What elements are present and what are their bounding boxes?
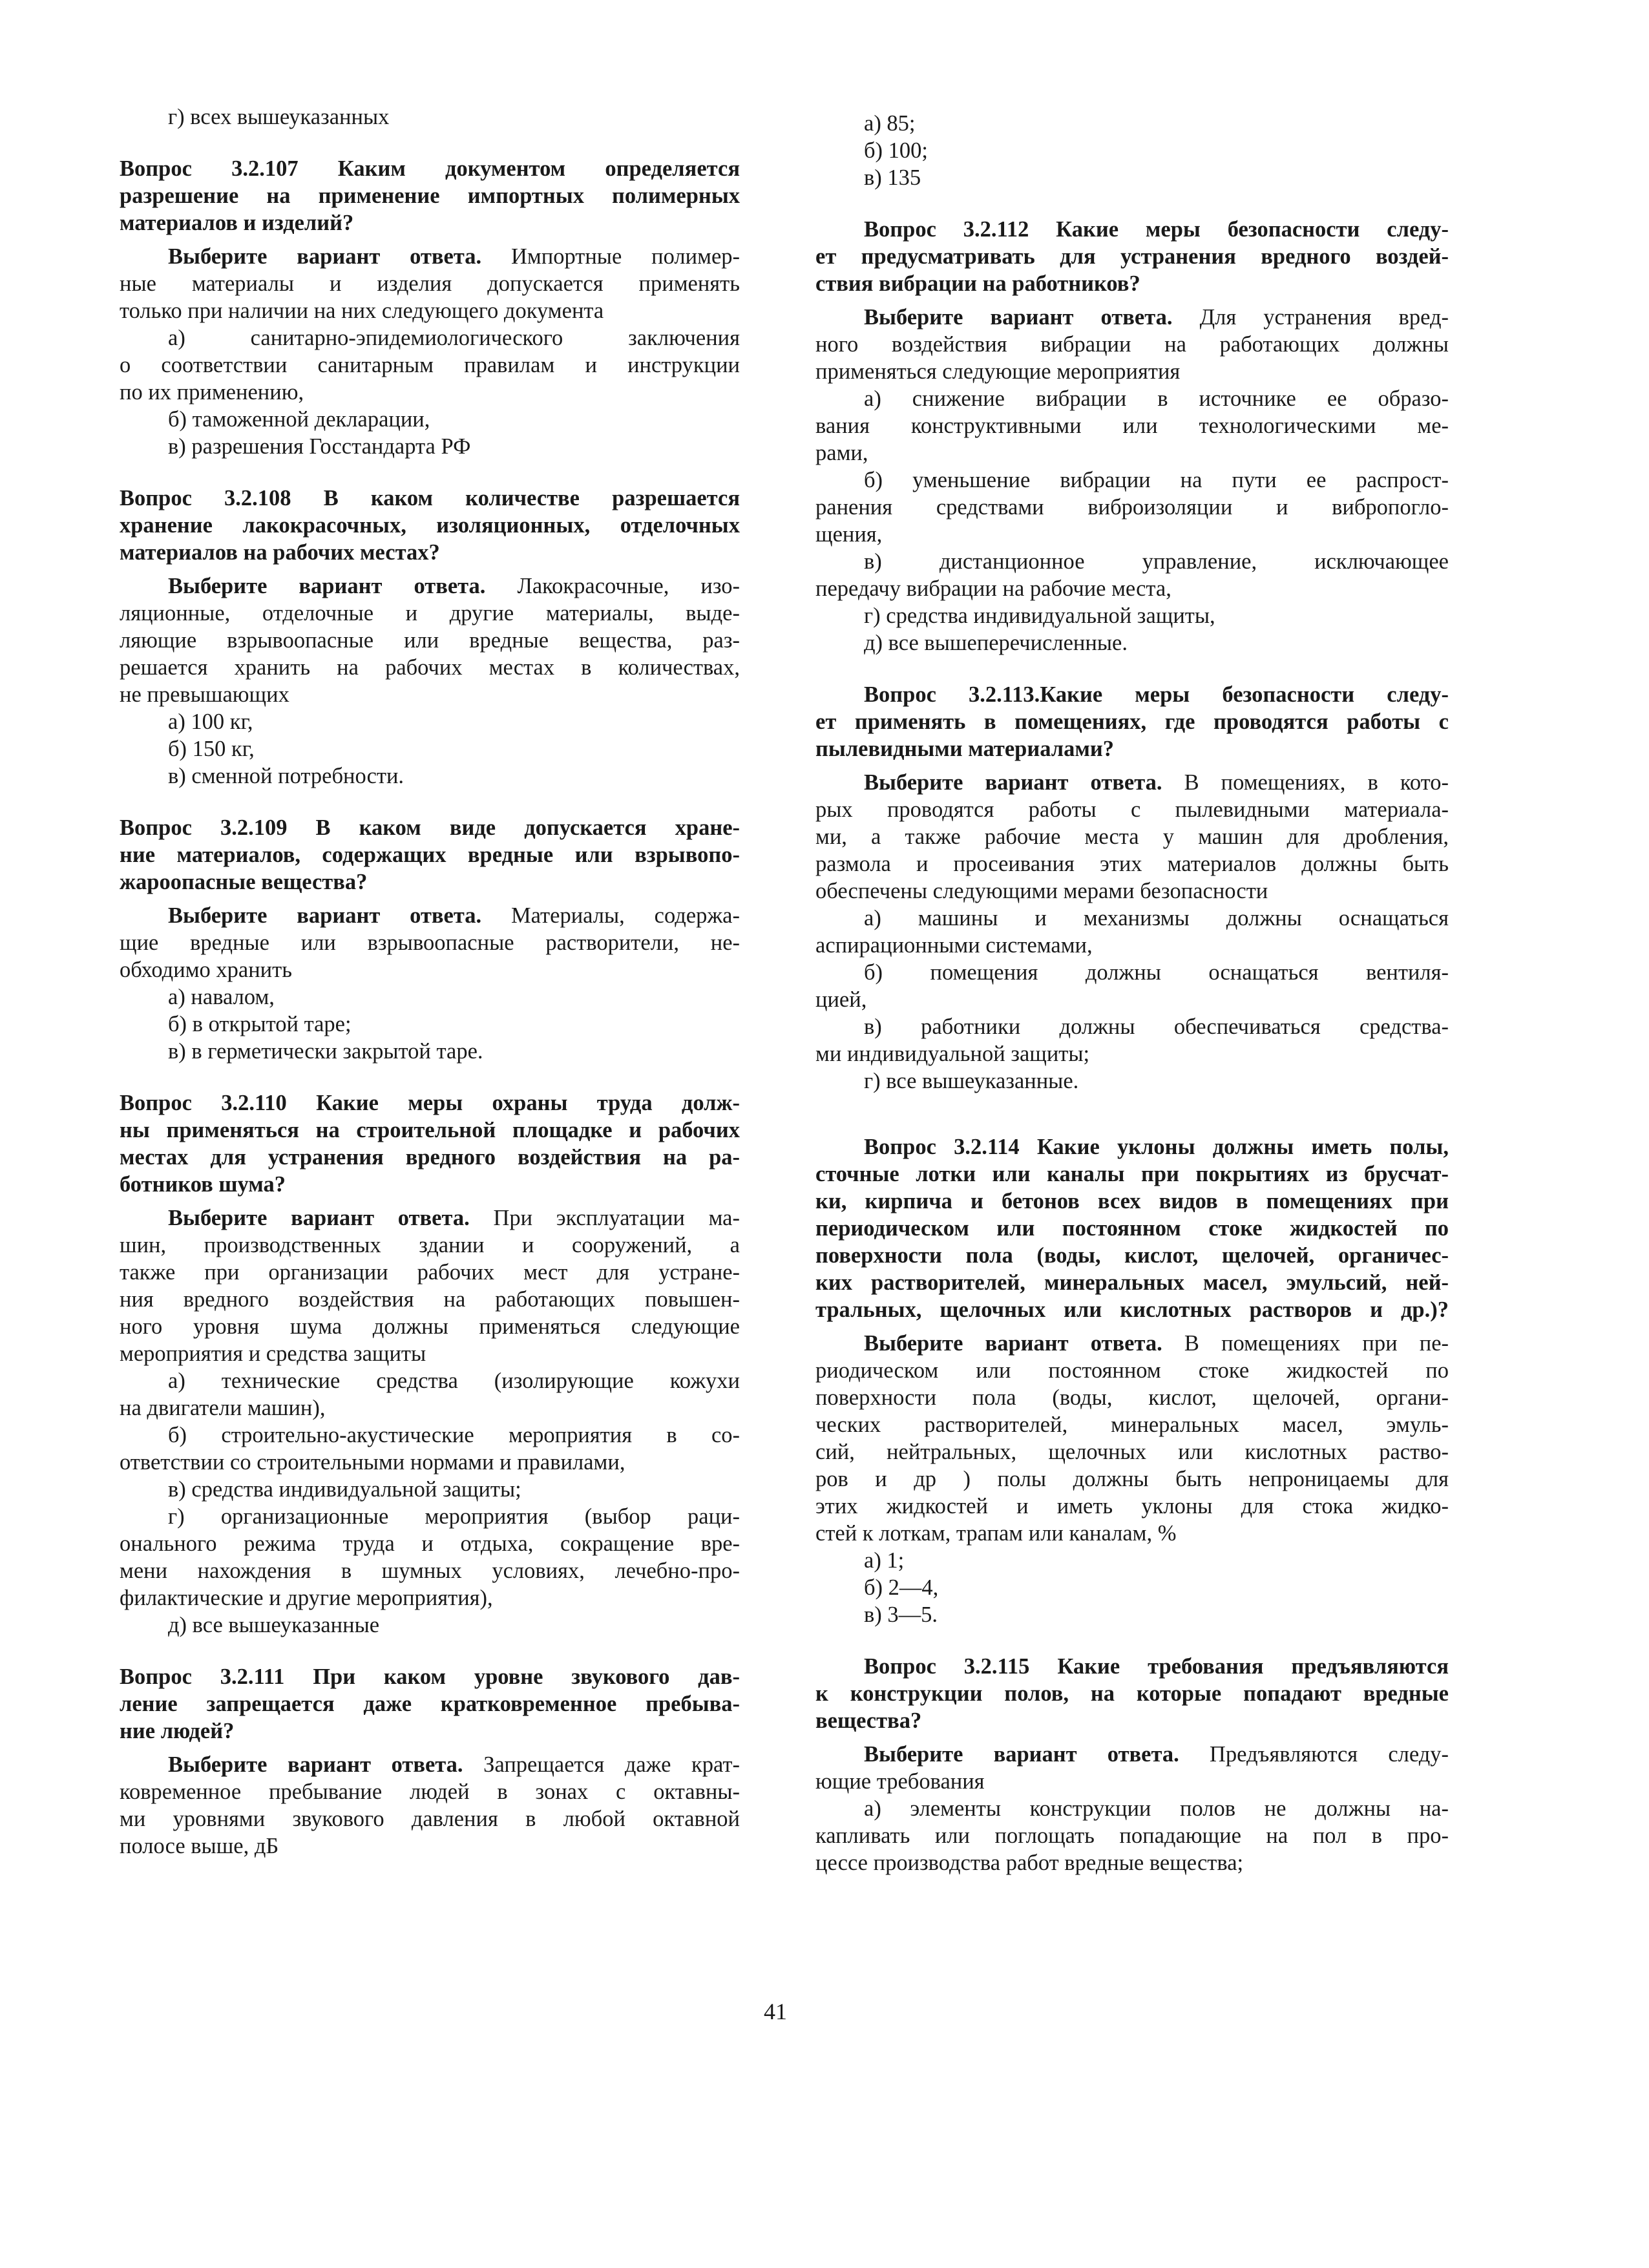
answer-option: б) помещения должны оснащаться вентиля- [864,960,1449,985]
answer-option: а) навалом, [168,985,275,1009]
answer-option: о соответствии санитарным правилам и инструкции [120,353,740,377]
answer-intro: риодическом или постоянном стоке жидкостей по [815,1358,1449,1383]
answer-option: б) уменьшение вибрации на пути ее распрост- [864,468,1449,492]
question-112 [815,216,1449,656]
answer-option: б) 100; [864,138,929,163]
answer-option: ми индивидуальной защиты; [815,1042,1090,1066]
answer-intro: этих жидкостей и иметь уклоны для стока жидко- [815,1494,1449,1518]
answer-intro: Выберите вариант ответа. Лакокрасочные, изо- [168,574,740,598]
answer-intro: ния вредного воздействия на работающих повышен- [120,1287,740,1312]
right-column [815,110,1449,1876]
answer-intro: поверхности пола (воды, кислот, щелочей, органи- [815,1385,1449,1410]
answer-option: капливать или поглощать попадающие на пол в про- [815,1823,1449,1848]
question-title: ны применяться на строительной площадке и рабочих [120,1118,740,1142]
answer-option: а) технические средства (изолирующие кожухи [168,1369,740,1393]
answer-intro: рых проводятся работы с пылевидными материала- [815,797,1449,822]
answer-intro: ковременное пребывание людей в зонах с октавны- [120,1780,740,1804]
answer-option: в) 3—5. [864,1602,938,1627]
answer-intro: ми уровнями звукового давления в любой октавной [120,1807,740,1831]
answer-lead: Выберите вариант ответа. [864,1331,1162,1356]
answer-lead: Выберите вариант ответа. [864,1742,1179,1767]
question-title: Вопрос 3.2.114 Какие уклоны должны иметь полы, [864,1135,1449,1159]
answer-option: ранения средствами виброизоляции и вибропогло- [815,495,1449,520]
question-title: сточные лотки или каналы при покрытиях из брусчат- [815,1162,1449,1186]
answer-option: а) элементы конструкции полов не должны на- [864,1796,1449,1821]
question-title: местах для устранения вредного воздействия на ра- [120,1145,740,1170]
question-title: разрешение на применение импортных полимерных [120,184,740,208]
answer-intro: решается хранить на рабочих местах в количествах, [120,655,740,680]
answer-intro: Выберите вариант ответа. Предъявляются следу- [864,1742,1449,1767]
answer-option: в) 135 [864,165,921,190]
answer-lead: Выберите вариант ответа. [168,244,482,269]
answer-option: мени нахождения в шумных условиях, лечебно-про- [120,1559,740,1583]
question-111 [120,1663,740,1860]
answer-option: д) все вышеперечисленные. [864,631,1128,655]
question-title: Вопрос 3.2.110 Какие меры охраны труда долж- [120,1091,740,1115]
answer-lead: Выберите вариант ответа. [168,574,486,598]
answer-intro: обходимо хранить [120,958,292,982]
answer-intro: размола и просеивания этих материалов должны быть [815,852,1449,876]
question-title: ние материалов, содержащих вредные или взрывопо- [120,843,740,867]
question-113 [815,681,1449,1095]
question-107 [120,155,740,460]
answer-option: в) дистанционное управление, исключающее [864,549,1449,574]
answer-option: б) таможенной декларации, [168,407,430,432]
question-title: ствия вибрации на работников? [815,271,1140,296]
answer-intro: щие вредные или взрывоопасные растворители, не- [120,930,740,955]
answer-option: а) 85; [864,111,916,136]
answer-intro: ные материалы и изделия допускается применять [120,271,740,296]
answer-option: передачу вибрации на рабочие места, [815,576,1171,601]
question-title: жароопасные вещества? [120,870,368,894]
question-title: ет предусматривать для устранения вредного воздей- [815,244,1449,269]
question-title: поверхности пола (воды, кислот, щелочей, органичес- [815,1243,1449,1268]
answer-option: а) машины и механизмы должны оснащаться [864,906,1449,930]
page-number: 41 [764,1999,787,2024]
question-title: периодическом или постоянном стоке жидкостей по [815,1216,1449,1241]
answer-option: онального режима труда и отдыха, сокращение вре- [120,1531,740,1556]
answer-intro: Выберите вариант ответа. Запрещается даже крат- [168,1752,740,1777]
answer-option: в) сменной потребности. [168,764,404,788]
answer-option: в) средства индивидуальной защиты; [168,1477,521,1502]
answer-option: аспирационными системами, [815,933,1093,958]
answer-option: д) все вышеуказанные [168,1613,380,1637]
answer-option: а) снижение вибрации в источнике ее образо- [864,386,1449,411]
answer-option: г) средства индивидуальной защиты, [864,604,1215,628]
question-109 [120,814,740,1065]
answer-option: ответствии со строительными нормами и правилами, [120,1450,625,1475]
question-title: ет применять в помещениях, где проводятся работы с [815,709,1449,734]
question-title: ки, кирпича и бетонов всех видов в помещениях при [815,1189,1449,1213]
answer-option: цессе производства работ вредные вещества; [815,1851,1244,1875]
question-title: тральных, щелочных или кислотных растворов и др.)? [815,1297,1449,1322]
answer-intro: не превышающих [120,682,289,707]
answer-option: на двигатели машин), [120,1396,326,1420]
answer-option: г) все вышеуказанные. [864,1069,1079,1093]
answer-intro: стей к лоткам, трапам или каналам, % [815,1521,1177,1546]
answer-option: б) 150 кг, [168,737,255,761]
question-title: ние людей? [120,1719,235,1743]
answer-intro: ров и др ) полы должны быть непроницаемы для [815,1467,1449,1491]
answer-intro: полосе выше, дБ [120,1834,279,1858]
answer-lead: Выберите вариант ответа. [168,903,482,928]
question-title: ление запрещается даже кратковременное пребыва- [120,1692,740,1716]
answer-intro: ляционные, отделочные и другие материалы, выде- [120,601,740,625]
question-title: ботников шума? [120,1172,286,1197]
question-title: Вопрос 3.2.109 В каком виде допускается хране- [120,815,740,840]
answer-lead: Выберите вариант ответа. [168,1206,470,1230]
answer-option: цией, [815,987,867,1012]
answer-intro: сий, нейтральных, щелочных или кислотных раство- [815,1440,1449,1464]
question-title: Вопрос 3.2.112 Какие меры безопасности следу- [864,217,1449,242]
answer-intro: применяться следующие мероприятия [815,359,1181,384]
answer-lead: Выберите вариант ответа. [864,770,1162,795]
question-title: материалов на рабочих местах? [120,540,440,565]
question-114 [815,1133,1449,1628]
question-title: вещества? [815,1708,922,1733]
question-title: Вопрос 3.2.115 Какие требования предъявляются [864,1654,1449,1679]
answer-option: а) 1; [864,1548,905,1573]
answer-intro: ющие требования [815,1769,985,1794]
question-110 [120,1089,740,1639]
answer-option: по их применению, [120,380,304,404]
answer-intro: только при наличии на них следующего документа [120,299,604,323]
answer-option: в) работники должны обеспечиваться средства- [864,1014,1449,1039]
answer-intro: ческих растворителей, минеральных масел, эмуль- [815,1412,1449,1437]
answer-option: а) санитарно-эпидемиологического заключения [168,326,740,350]
question-title: хранение лакокрасочных, изоляционных, отделочных [120,513,740,538]
answer-option: в) в герметически закрытой таре. [168,1039,483,1064]
answer-option: б) в открытой таре; [168,1012,352,1036]
answer-option: г) всех вышеуказанных [168,105,390,129]
answer-option: филактические и другие мероприятия), [120,1586,493,1610]
answer-intro: ми, а также рабочие места у машин для дробления, [815,824,1449,849]
answer-intro: Выберите вариант ответа. В помещениях, в кото- [864,770,1449,795]
question-title: пылевидными материалами? [815,737,1114,761]
question-title: Вопрос 3.2.107 Каким документом определяется [120,156,740,181]
answer-intro: Выберите вариант ответа. В помещениях при пе- [864,1331,1449,1356]
question-title: ких растворителей, минеральных масел, эмульсий, ней- [815,1270,1449,1295]
answer-intro: обеспечены следующими мерами безопасности [815,879,1268,903]
answer-option: а) 100 кг, [168,709,253,734]
answer-intro: ляющие взрывоопасные или вредные вещества, раз- [120,628,740,653]
answer-lead: Выберите вариант ответа. [864,305,1173,330]
question-title: Вопрос 3.2.111 При каком уровне звукового дав- [120,1664,740,1689]
answer-option: б) 2—4, [864,1575,939,1600]
answer-intro: ного воздействия вибрации на работающих должны [815,332,1449,357]
answer-option: рами, [815,441,868,465]
question-title: к конструкции полов, на которые попадают вредные [815,1681,1449,1706]
answer-intro: мероприятия и средства защиты [120,1341,426,1366]
answer-option: в) разрешения Госстандарта РФ [168,434,471,459]
answer-lead: Выберите вариант ответа. [168,1752,463,1777]
question-title: материалов и изделий? [120,211,354,235]
answer-intro: шин, производственных здании и сооружений, а [120,1233,740,1257]
question-title: Вопрос 3.2.108 В каком количестве разрешается [120,486,740,510]
answer-intro: также при организации рабочих мест для устране- [120,1260,740,1285]
answer-option: щения, [815,522,883,547]
answer-intro: Выберите вариант ответа. Для устранения вред- [864,305,1449,330]
answer-intro: ного уровня шума должны применяться следующие [120,1314,740,1339]
question-115 [815,1653,1449,1876]
answer-option: б) строительно-акустические мероприятия в со- [168,1423,740,1447]
left-column [120,103,740,1860]
answer-intro: Выберите вариант ответа. При эксплуатации ма- [168,1206,740,1230]
answer-intro: Выберите вариант ответа. Импортные полимер- [168,244,740,269]
question-108 [120,485,740,790]
answer-option: г) организационные мероприятия (выбор раци- [168,1504,740,1529]
answer-option: вания конструктивными или технологическими ме- [815,414,1449,438]
question-title: Вопрос 3.2.113.Какие меры безопасности следу- [864,682,1449,707]
answer-intro: Выберите вариант ответа. Материалы, содержа- [168,903,740,928]
